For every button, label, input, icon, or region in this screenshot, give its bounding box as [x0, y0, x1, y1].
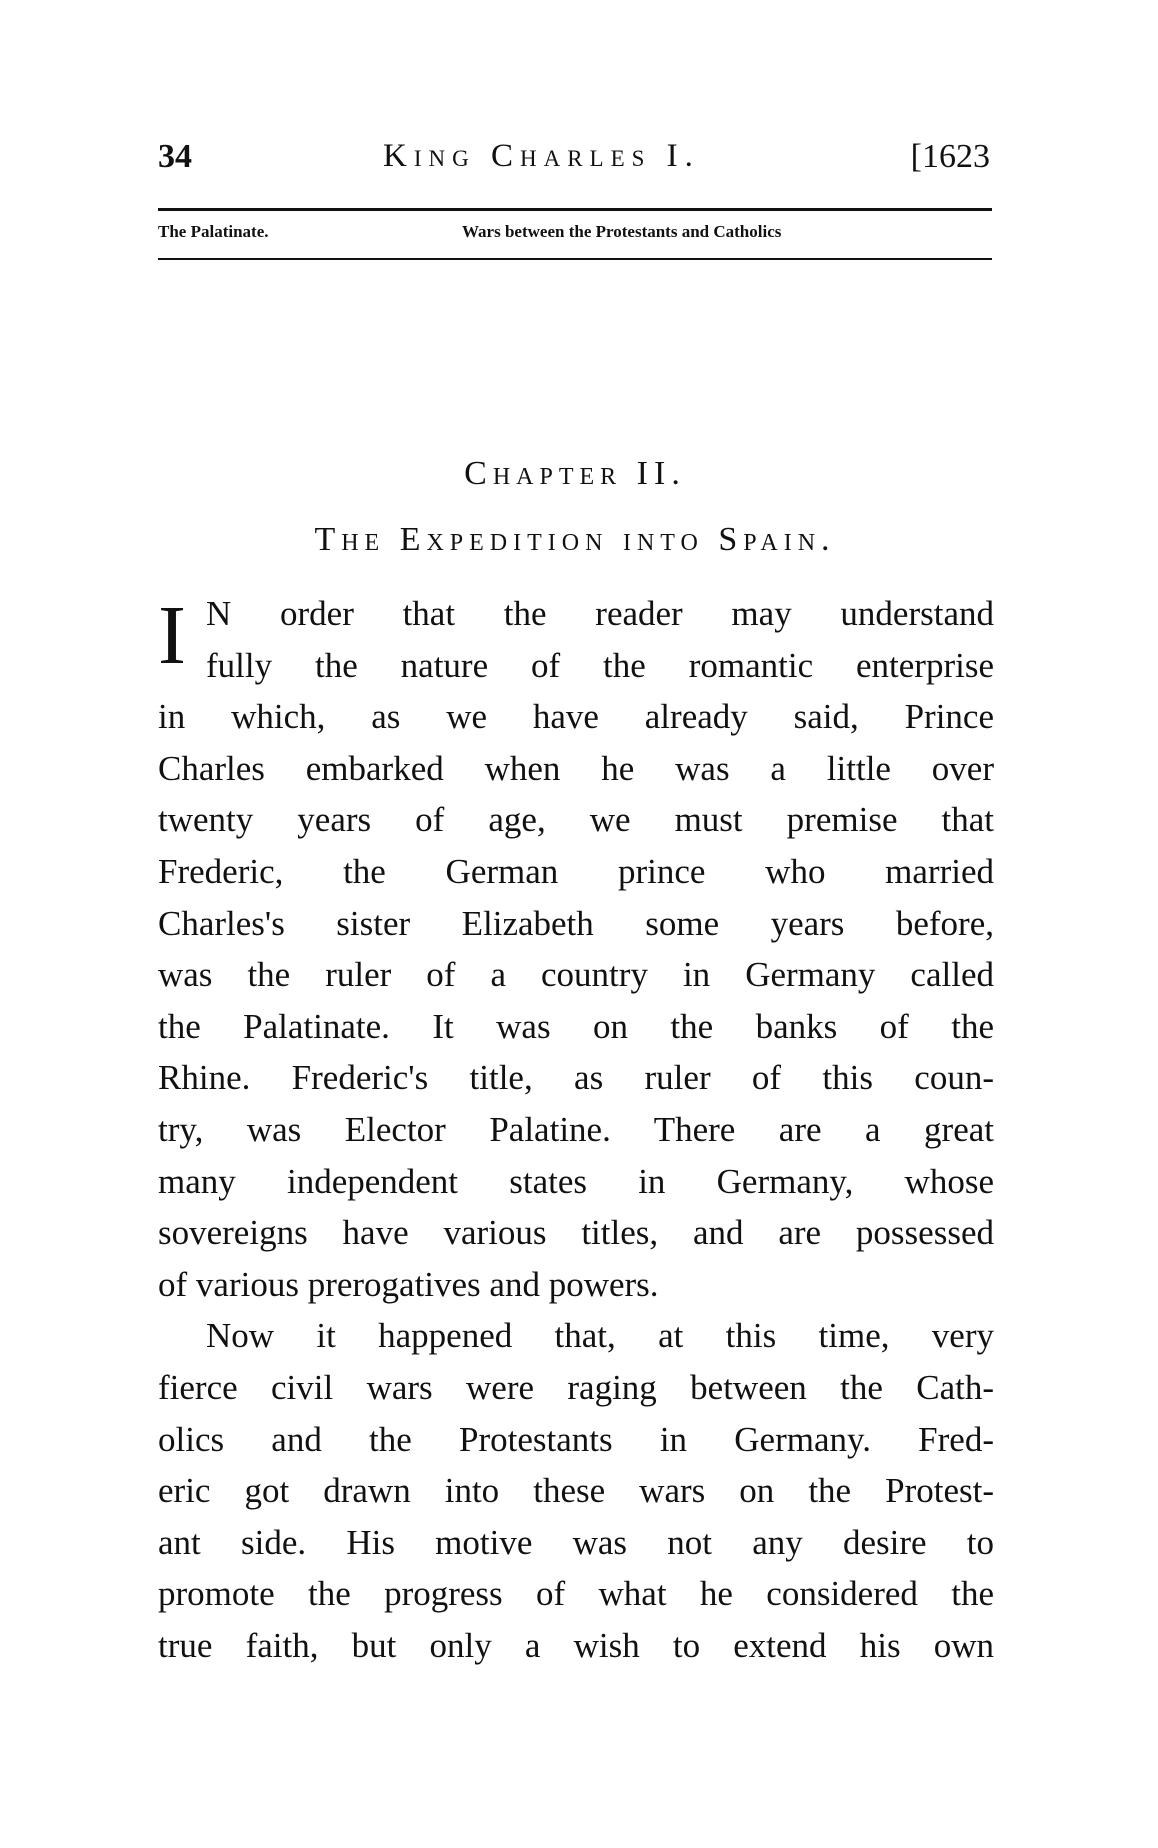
text-line: eric got drawn into these wars on the Protest-: [158, 1471, 994, 1511]
text-line: Now it happened that, at this time, very: [206, 1316, 994, 1356]
text-line: twenty years of age, we must premise that: [158, 800, 994, 840]
text-line: true faith, but only a wish to extend his own: [158, 1625, 994, 1665]
chapter-title: The Expedition into Spain.: [314, 521, 836, 558]
body-text: [158, 588, 994, 1671]
text-line: try, was Elector Palatine. There are a great: [158, 1109, 994, 1149]
text-line: many independent states in Germany, whose: [158, 1161, 994, 1201]
text-line: fully the nature of the romantic enterprise: [206, 645, 994, 685]
running-head: [158, 138, 994, 190]
text-line: fierce civil wars were raging between the Cath-: [158, 1367, 994, 1407]
text-line-content: N order that the reader may understand: [206, 594, 994, 633]
text-line: Frederic, the German prince who married: [158, 851, 994, 891]
header-rule-top: [158, 208, 992, 211]
side-note-right: Wars between the Protestants and Catholics: [462, 222, 782, 241]
text-line: the Palatinate. It was on the banks of the: [158, 1006, 994, 1046]
running-title: King Charles I.: [383, 138, 700, 174]
chapter-heading: Chapter II.: [464, 455, 686, 492]
text-line: ant side. His motive was not any desire to: [158, 1522, 994, 1562]
header-rule-bottom: [158, 258, 992, 260]
drop-cap: I: [158, 589, 186, 682]
text-line: Charles embarked when he was a little over: [158, 748, 994, 788]
text-line: sovereigns have various titles, and are possessed: [158, 1213, 994, 1253]
text-line: promote the progress of what he considered the: [158, 1574, 994, 1614]
page-number: 34: [158, 138, 192, 175]
side-notes: [158, 220, 992, 248]
text-line: in which, as we have already said, Prince: [158, 697, 994, 737]
text-line: of various prerogatives and powers.: [158, 1264, 659, 1304]
side-note-left: The Palatinate.: [158, 222, 269, 241]
running-year: [1623: [910, 138, 990, 175]
text-line: Rhine. Frederic's title, as ruler of this coun-: [158, 1058, 994, 1098]
text-line: Charles's sister Elizabeth some years before,: [158, 903, 994, 943]
text-line: olics and the Protestants in Germany. Fred-: [158, 1419, 994, 1459]
text-line: was the ruler of a country in Germany called: [158, 955, 994, 995]
